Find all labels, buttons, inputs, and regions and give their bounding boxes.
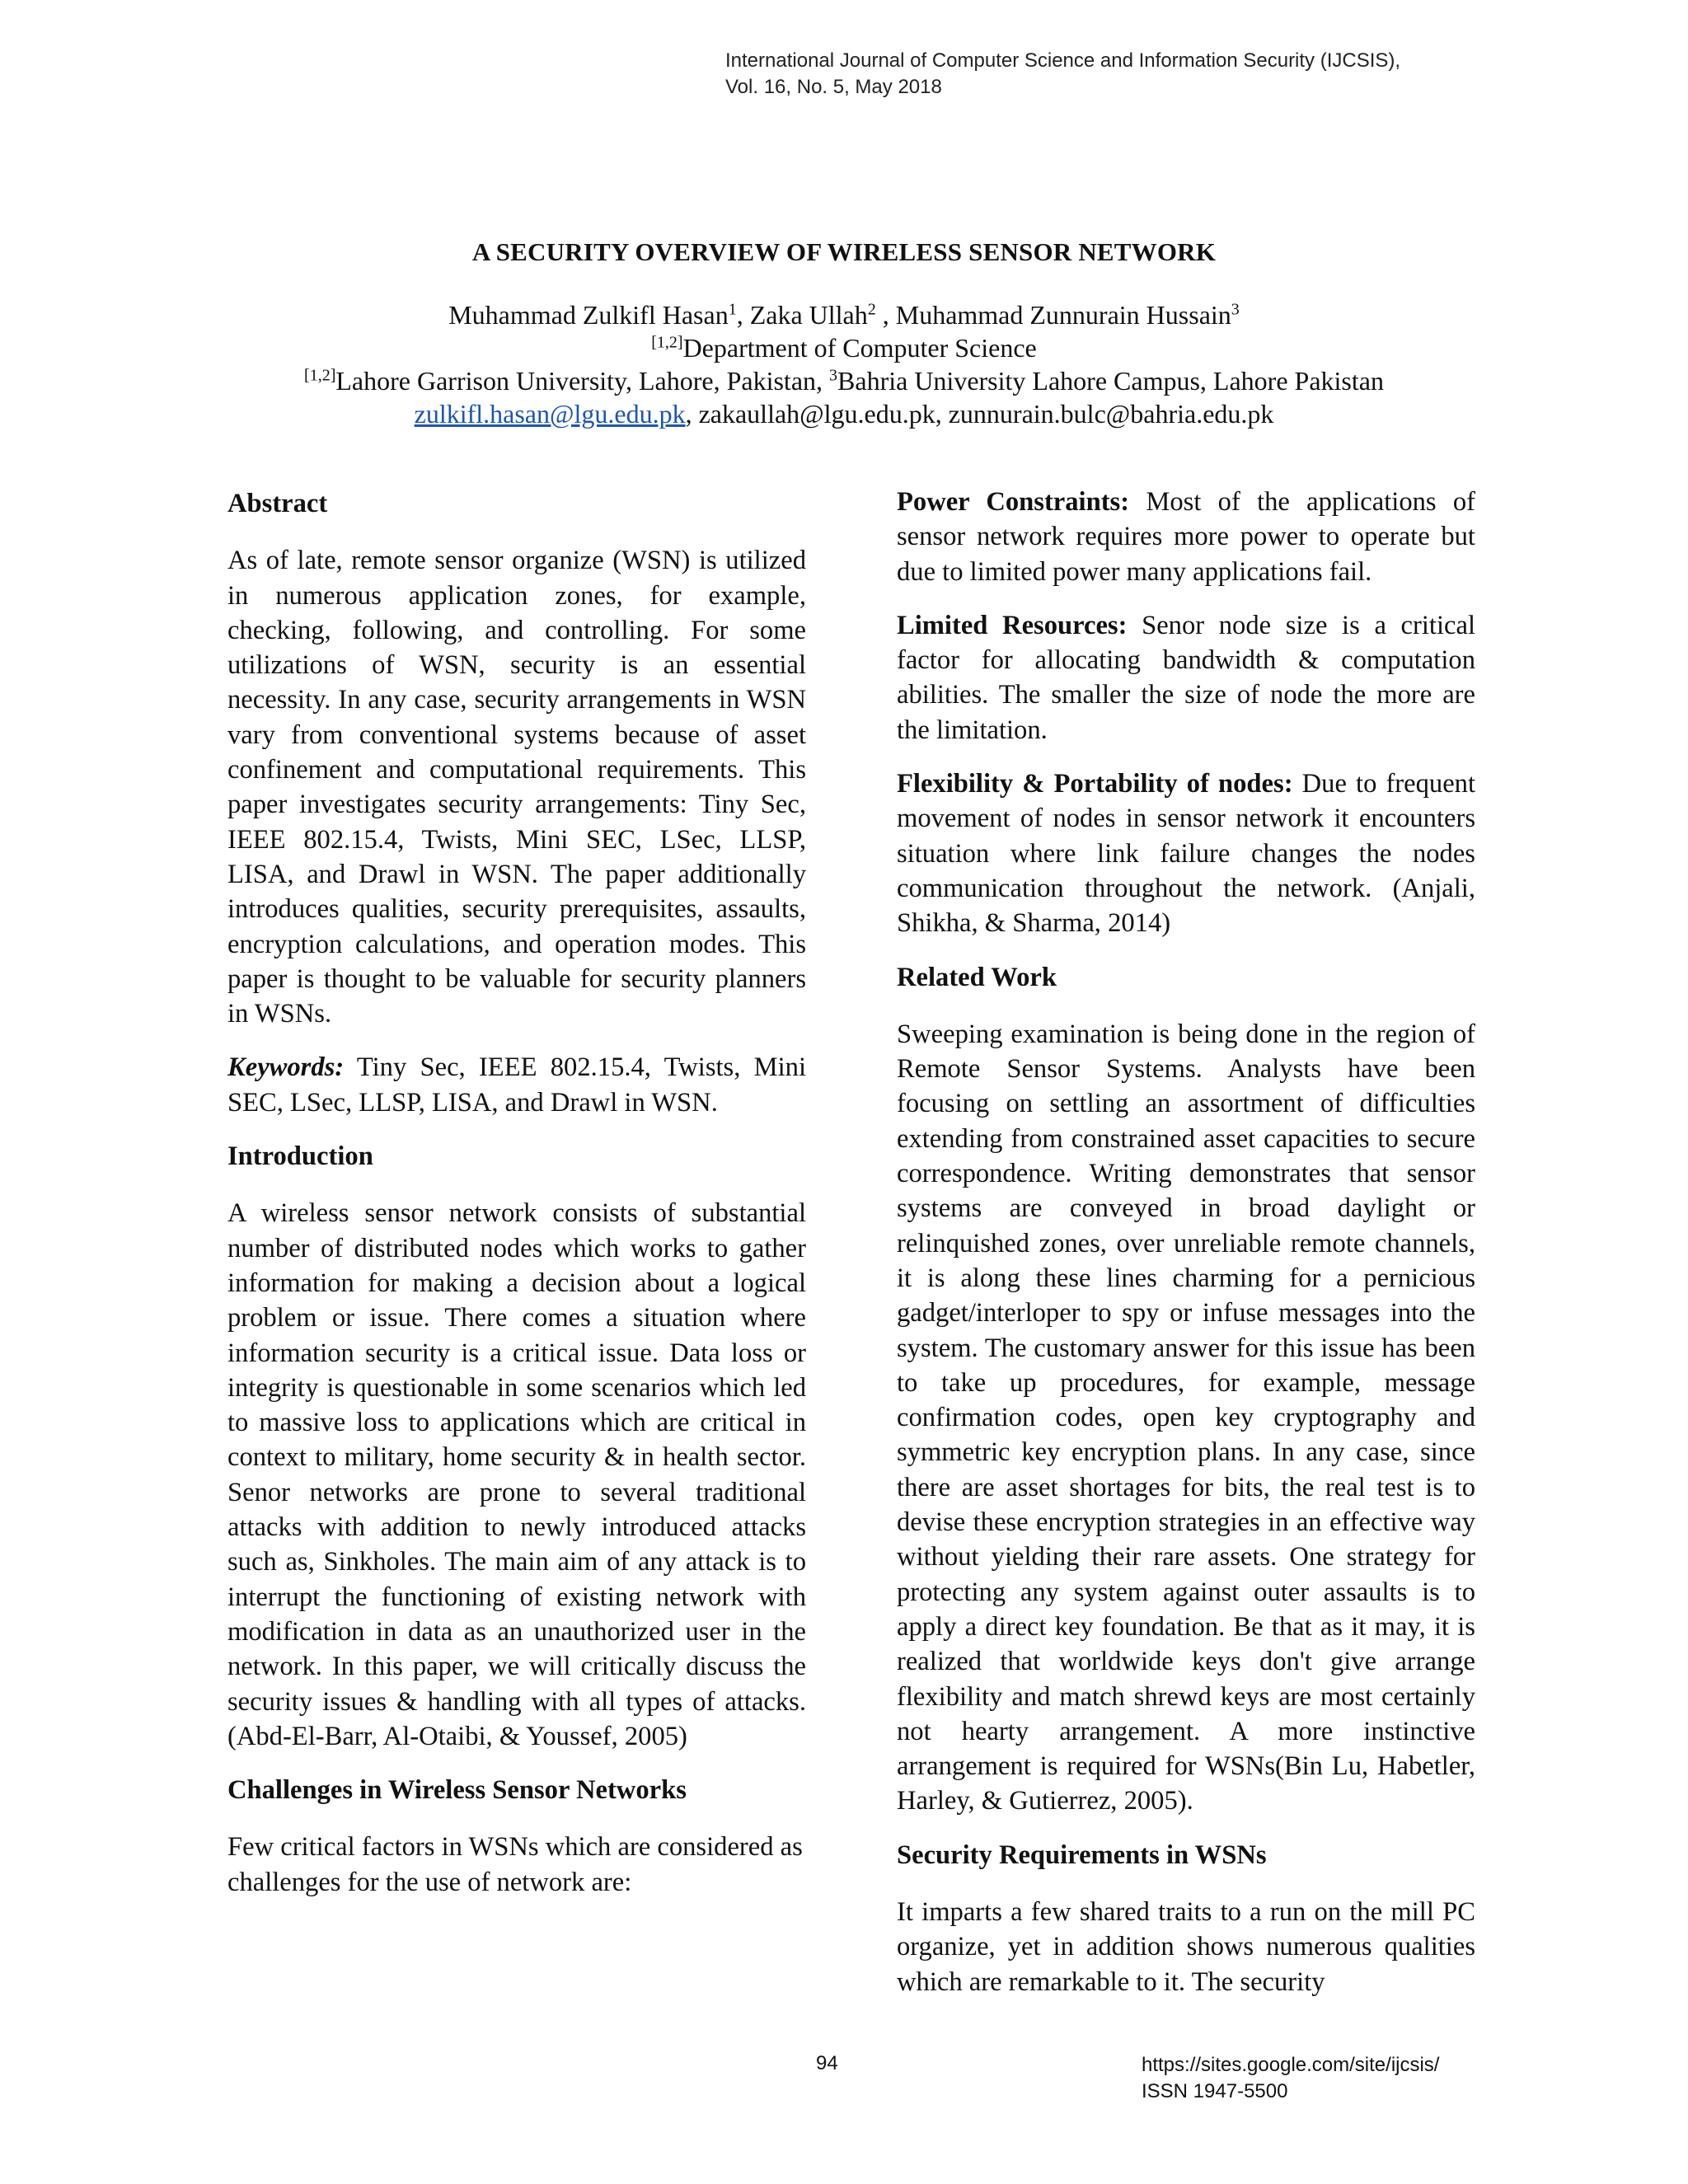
- keywords-paragraph: [227, 1050, 806, 1120]
- security-requirements-heading: Security Requirements in WSNs: [897, 1840, 1267, 1870]
- department: Department of Computer Science: [682, 333, 1037, 363]
- challenges-heading: Challenges in Wireless Sensor Networks: [227, 1775, 687, 1806]
- affiliation-sup: 3: [829, 366, 838, 385]
- related-work-paragraph: Sweeping examination is being done in the region of Remote Sensor Systems. Analysts have been focusing on settling an assortment of difficulties extending from constrained asset capacities to secure correspondence. Writing demonstrates that sensor systems are conveyed in broad daylight or relinquished zones, over unreliable remote channels, it is along these lines charming for a pernicious gadget/interloper to spy or infuse messages into the system. The customary answer for this issue has been to take up procedures, for example, message confirmation codes, open key cryptography and symmetric key encryption plans. In any case, since there are asset shortages for bits, the real test is to devise these encryption strategies in an effective way without yielding their rare assets. One strategy for protecting any system against outer assaults is to apply a direct key foundation. Be that as it may, it is realized that worldwide keys don't give arrange flexibility and match shrewd keys are most certainly not hearty arrangement. A more instinctive arrangement is required for WSNs(Bin Lu, Habetler, Harley, & Gutierrez, 2005).: [897, 1019, 1475, 1816]
- author-name: , Zaka Ullah: [736, 300, 868, 330]
- author-line: [0, 298, 1688, 331]
- paper-title: A SECURITY OVERVIEW OF WIRELESS SENSOR NETWORK: [471, 237, 1217, 266]
- resources-paragraph: [897, 608, 1475, 748]
- resources-text: Senor node size is a critical factor for allocating bandwidth & computation abilities. The smaller the size of node the more are the limitation.: [897, 610, 1475, 745]
- affiliation: Lahore Garrison University, Lahore, Pakistan,: [335, 366, 830, 396]
- introduction-heading: Introduction: [227, 1141, 373, 1172]
- related-work-heading: Related Work: [897, 962, 1057, 992]
- flexibility-text: Due to frequent movement of nodes in sensor network it encounters situation where link failure changes the nodes communication throughout the network. (Anjali, Shikha, & Sharma, 2014): [897, 769, 1475, 939]
- abstract-paragraph: As of late, remote sensor organize (WSN) is utilized in numerous application zones, for example, checking, following, and controlling. For some utilizations of WSN, security is an essential necessity. In any case, security arrangements in WSN vary from conventional systems because of asset confinement and computational requirements. This paper investigates security arrangements: Tiny Sec, IEEE 802.15.4, Twists, Mini SEC, LSec, LLSP, LISA, and Drawl in WSN. The paper additionally introduces qualities, security prerequisites, assaults, encryption calculations, and operation modes. This paper is thought to be valuable for security planners in WSNs.: [227, 546, 806, 1029]
- authors-block: [0, 298, 1688, 430]
- left-column: [227, 486, 806, 1919]
- email-link[interactable]: zulkifl.hasan@lgu.edu.pk: [414, 399, 686, 429]
- keywords-label: Keywords:: [227, 1052, 345, 1083]
- keywords-text: Tiny Sec, IEEE 802.15.4, Twists, Mini SEC, LSec, LLSP, LISA, and Drawl in WSN.: [227, 1052, 806, 1118]
- flexibility-paragraph: [897, 766, 1475, 940]
- page-number: 94: [816, 2052, 838, 2074]
- resources-label: Limited Resources:: [897, 610, 1128, 640]
- author-name: , Muhammad Zunnurain Hussain: [875, 300, 1231, 330]
- journal-name: International Journal of Computer Science and Information Security (IJCSIS),: [725, 49, 1401, 72]
- department-line: [0, 331, 1688, 364]
- affiliation: Bahria University Lahore Campus, Lahore Pakistan: [837, 366, 1384, 396]
- author-sup: 3: [1231, 300, 1240, 319]
- footer-url[interactable]: https://sites.google.com/site/ijcsis/: [1142, 2054, 1440, 2076]
- email-text: , zakaullah@lgu.edu.pk, zunnurain.bulc@bahria.edu.pk: [685, 399, 1274, 429]
- abstract-heading: Abstract: [227, 489, 328, 518]
- department-sup: [1,2]: [651, 333, 683, 352]
- email-line: [0, 397, 1688, 430]
- footer-issn: ISSN 1947-5500: [1142, 2080, 1288, 2102]
- power-paragraph: [897, 485, 1475, 589]
- affiliation-line: [0, 364, 1688, 397]
- security-requirements-paragraph: It imparts a few shared traits to a run on the mill PC organize, yet in addition shows numerous qualities which are remarkable to it. The security: [897, 1896, 1475, 1997]
- introduction-paragraph: A wireless sensor network consists of substantial number of distributed nodes which works to gather information for making a decision about a logical problem or issue. There comes a situation where information security is a critical issue. Data loss or integrity is questionable in some scenarios which led to massive loss to applications which are critical in context to military, home security & in health sector. Senor networks are prone to several traditional attacks with addition to newly introduced attacks such as, Sinkholes. The main aim of any attack is to interrupt the functioning of existing network with modification in data as an unauthorized user in the network. In this paper, we will critically discuss the security issues & handling with all types of attacks.(Abd-El-Barr, Al-Otaibi, & Youssef, 2005): [227, 1198, 806, 1751]
- affiliation-sup: [1,2]: [304, 366, 336, 385]
- author-sup: 1: [728, 300, 737, 319]
- journal-volume: Vol. 16, No. 5, May 2018: [725, 76, 942, 98]
- challenges-paragraph: Few critical factors in WSNs which are considered as challenges for the use of network are:: [227, 1832, 803, 1897]
- power-text: Most of the applications of sensor network requires more power to operate but due to limited power many applications fail.: [897, 487, 1475, 587]
- flexibility-label: Flexibility & Portability of nodes:: [897, 769, 1293, 799]
- author-sup: 2: [867, 300, 876, 319]
- right-column: [897, 485, 1475, 2018]
- footer-info: [1142, 2052, 1439, 2105]
- journal-header: [725, 48, 1400, 101]
- power-label: Power Constraints:: [897, 487, 1130, 517]
- author-name: Muhammad Zulkifl Hasan: [448, 300, 729, 330]
